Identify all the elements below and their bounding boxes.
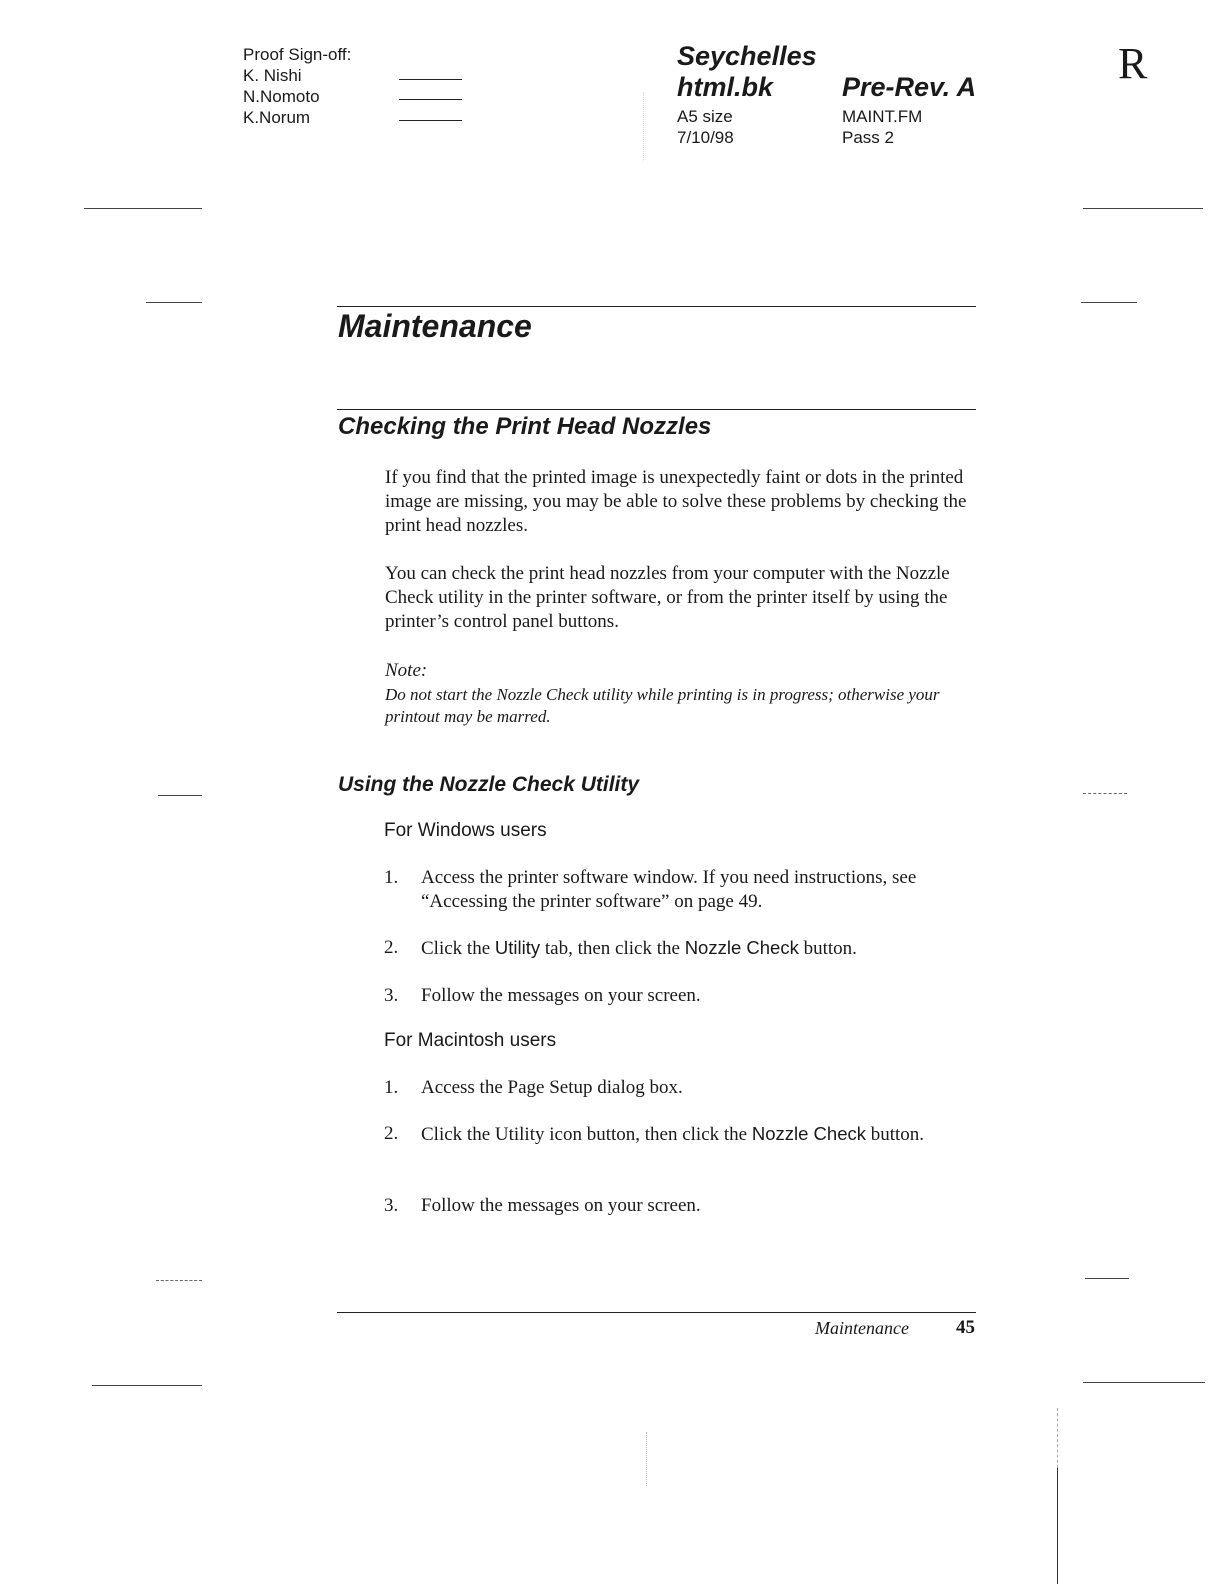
step-text-part: Click the Utility icon button, then click the [421,1124,752,1145]
pass-label: Pass 2 [842,128,894,147]
step-text-part: button. [798,938,857,959]
platform-label-windows: For Windows users [384,820,547,841]
step-number: 2. [384,937,399,958]
subsection-title: Using the Nozzle Check Utility [338,773,640,796]
revision-label: Pre-Rev. A [842,72,977,102]
step-text: Follow the messages on your screen. [421,1195,701,1216]
signoff-name: N.Nomoto [243,87,320,106]
page-number: 45 [956,1317,975,1338]
center-mark [646,1432,647,1486]
crop-mark [1083,208,1203,209]
signoff-name: K. Nishi [243,66,302,85]
note-text: Do not start the Nozzle Check utility while printing is in progress; otherwise your printout may be marred. [385,685,940,726]
note-label: Note: [385,660,428,681]
crop-mark [1057,1468,1058,1584]
list-item [384,1194,984,1218]
list-item [384,936,984,961]
signature-line [399,79,462,80]
crop-mark [158,795,202,796]
step-number: 2. [384,1123,399,1144]
crop-mark [1057,1408,1058,1468]
ui-term-nozzle-check: Nozzle Check [684,937,799,958]
step-number: 1. [384,867,399,888]
list-item [384,984,984,1008]
crop-mark [1085,1278,1129,1279]
signature-line [399,120,462,121]
crop-mark [146,302,202,303]
proof-label: Proof Sign-off: [243,45,352,64]
signature-line [399,99,462,100]
chapter-title: Maintenance [338,308,532,344]
ui-term-utility: Utility [494,937,541,958]
list-item [384,1122,964,1147]
step-number: 1. [384,1077,399,1098]
date: 7/10/98 [677,128,734,147]
crop-mark [92,1385,202,1386]
list-item [384,1076,984,1100]
book-file: html.bk [677,72,774,102]
step-text-part: tab, then click the [540,938,685,959]
crop-mark [1083,793,1127,794]
list-item [384,866,984,914]
step-text: Access the Page Setup dialog box. [421,1077,683,1098]
section-title: Checking the Print Head Nozzles [338,413,712,440]
page-size: A5 size [677,107,733,126]
corner-mark: R [1118,39,1148,88]
book-name: Seychelles [677,41,817,71]
step-text: Access the printer software window. If you need instructions, see “Accessing the printer software” on page 49. [421,867,917,912]
proof-signoff-block [243,44,351,128]
paragraph: If you find that the printed image is unexpectedly faint or dots in the printed image are missing, you may be able to solve these problems by checking the print head nozzles. [385,467,967,536]
step-text [421,936,984,961]
step-text [421,1122,964,1147]
footer-rule [337,1312,976,1313]
center-mark [643,92,644,162]
step-number: 3. [384,985,399,1006]
footer-chapter: Maintenance [815,1318,909,1338]
step-text-part: Click the [421,938,495,959]
crop-mark [156,1280,202,1281]
crop-mark [1083,1382,1205,1383]
paragraph: You can check the print head nozzles from your computer with the Nozzle Check utility in the printer software, or from the printer itself by using the printer’s control panel buttons. [385,563,950,632]
crop-mark [1081,302,1137,303]
crop-mark [84,208,202,209]
platform-label-macintosh: For Macintosh users [384,1030,557,1051]
chapter-rule [337,306,976,307]
section-rule [337,409,976,410]
signoff-name: K.Norum [243,108,311,127]
step-number: 3. [384,1195,399,1216]
ui-term-nozzle-check: Nozzle Check [751,1123,866,1144]
file-name: MAINT.FM [842,107,923,126]
step-text-part: button. [866,1124,925,1145]
step-text: Follow the messages on your screen. [421,985,701,1006]
